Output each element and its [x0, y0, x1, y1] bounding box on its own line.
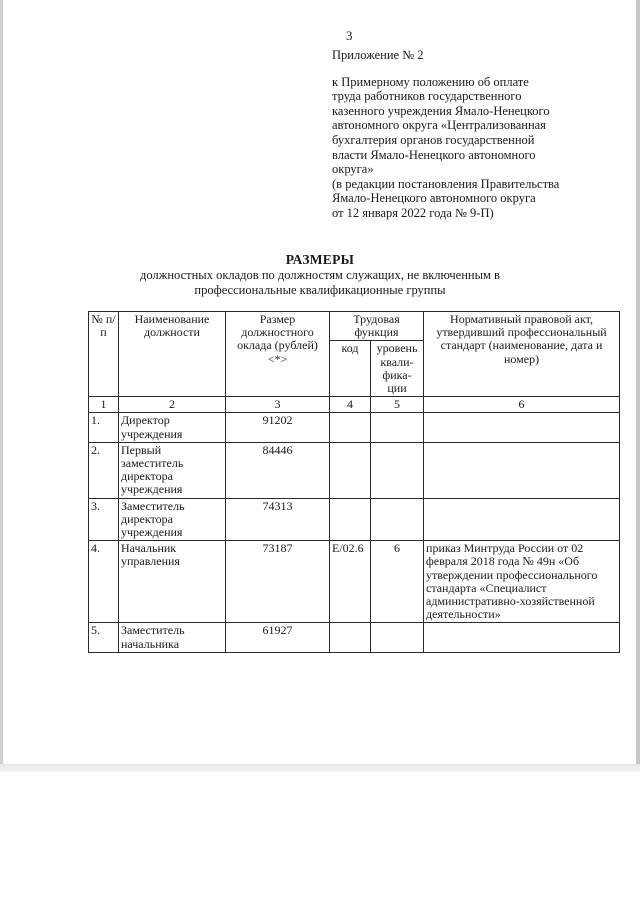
header-salary: Размер должностного оклада (рублей) <*> [226, 312, 330, 397]
row-salary: 74313 [226, 498, 330, 541]
header-num: № п/п [89, 312, 119, 397]
row-num: 3. [89, 498, 119, 541]
appendix-line: от 12 января 2022 года № 9-П) [332, 205, 494, 220]
table-header-row [89, 312, 620, 341]
column-number: 4 [330, 397, 371, 413]
row-salary: 84446 [226, 442, 330, 498]
scan-edge-band [0, 764, 640, 772]
document-heading: РАЗМЕРЫ [285, 252, 355, 267]
row-code [330, 413, 371, 442]
appendix-line: власти Ямало-Ненецкого автономного [332, 147, 536, 162]
appendix-title: Приложение № 2 [332, 48, 424, 62]
column-number: 2 [119, 397, 226, 413]
row-act [424, 413, 620, 442]
row-num: 1. [89, 413, 119, 442]
row-salary: 91202 [226, 413, 330, 442]
column-number: 5 [371, 397, 424, 413]
row-salary: 61927 [226, 623, 330, 652]
row-level: 6 [371, 541, 424, 623]
subheading-line: профессиональные квалификационные группы [194, 283, 446, 297]
appendix-line: Ямало-Ненецкого автономного округа [332, 191, 536, 206]
appendix-line: округа» [332, 162, 374, 177]
row-num: 2. [89, 442, 119, 498]
table-row [89, 623, 620, 652]
header-name: Наименование должности [119, 312, 226, 397]
row-code: E/02.6 [330, 541, 371, 623]
row-level [371, 623, 424, 652]
table-row [89, 541, 620, 623]
header-code: код [330, 341, 371, 397]
appendix-line: труда работников государственного [332, 89, 522, 104]
page-right-edge [636, 0, 640, 764]
appendix-line: автономного округа «Централизованная [332, 118, 546, 133]
table-row [89, 442, 620, 498]
row-act [424, 498, 620, 541]
salary-table [88, 311, 620, 653]
row-code [330, 442, 371, 498]
subheading-line: должностных окладов по должностям служащих, не включенным в [140, 268, 500, 282]
row-level [371, 413, 424, 442]
table-row [89, 413, 620, 442]
page-left-edge [0, 0, 3, 764]
document-subheading [80, 268, 560, 298]
appendix-line: (в редакции постановления Правительства [332, 176, 560, 191]
table-row [89, 498, 620, 541]
row-salary: 73187 [226, 541, 330, 623]
header-level: уровень квали-фика-ции [371, 341, 424, 397]
column-number: 6 [424, 397, 620, 413]
header-labor-function: Трудовая функция [330, 312, 424, 341]
appendix-line: бухгалтерия органов государственной [332, 132, 535, 147]
appendix-note [332, 48, 632, 221]
column-number-row [89, 397, 620, 413]
row-code [330, 623, 371, 652]
column-number: 1 [89, 397, 119, 413]
page-number: 3 [346, 28, 353, 43]
row-level [371, 498, 424, 541]
row-level [371, 442, 424, 498]
appendix-line: казенного учреждения Ямало-Ненецкого [332, 103, 550, 118]
row-act [424, 623, 620, 652]
row-name: Заместитель начальника [119, 623, 226, 652]
row-act: приказ Минтруда России от 02 февраля 2018 года № 49н «Об утверждении профессионального стандарта «Специалист административно-хозяйственной деятельности» [424, 541, 620, 623]
row-num: 5. [89, 623, 119, 652]
row-name: Заместитель директора учреждения [119, 498, 226, 541]
row-act [424, 442, 620, 498]
appendix-line: к Примерному положению об оплате [332, 74, 529, 89]
row-name: Начальник управления [119, 541, 226, 623]
row-num: 4. [89, 541, 119, 623]
column-number: 3 [226, 397, 330, 413]
row-code [330, 498, 371, 541]
row-name: Первый заместитель директора учреждения [119, 442, 226, 498]
header-act: Нормативный правовой акт, утвердивший профессиональный стандарт (наименование, дата и номер) [424, 312, 620, 397]
row-name: Директор учреждения [119, 413, 226, 442]
